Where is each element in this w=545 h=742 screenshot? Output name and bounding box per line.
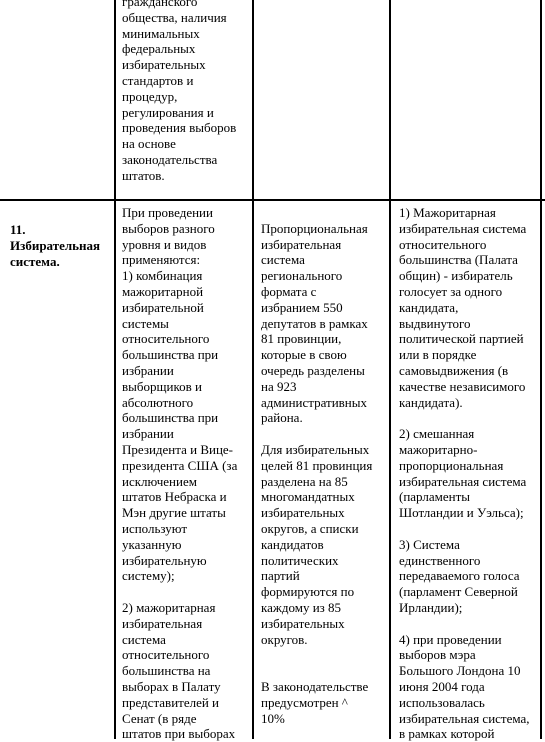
text-line: избирательных <box>122 57 206 73</box>
text-line: исключением <box>122 473 197 489</box>
text-line: качестве независимого <box>399 378 526 394</box>
text-line: избирательная система <box>399 220 527 236</box>
text-line: общин) - избиратель <box>399 268 513 284</box>
text-line: используют <box>122 520 188 536</box>
text-line: многомандатных <box>261 489 355 505</box>
blank-line <box>261 663 372 679</box>
text-line: депутатов в рамках <box>261 315 368 331</box>
text-line: Шотландии и Уэльса); <box>399 505 524 521</box>
text-line: При проведении <box>122 205 213 220</box>
text-line: предусмотрен ^ <box>261 694 348 710</box>
blank-line <box>261 647 372 663</box>
text-line: партий <box>261 568 300 584</box>
text-line: Большого Лондона 10 <box>399 663 521 679</box>
text-line: на 923 <box>261 378 297 394</box>
text-line: избирательная <box>261 236 342 252</box>
text-line: кандидата). <box>399 394 463 410</box>
text-line: целей 81 провинция <box>261 457 373 473</box>
text-line: Мэн другие штаты <box>122 505 226 521</box>
text-line: выборщиков и <box>122 378 202 394</box>
row11-title <box>10 222 100 269</box>
text-line: формата с <box>261 283 317 299</box>
text-line: политических <box>261 552 339 568</box>
row11-uk-text <box>399 205 530 742</box>
text-line: избирательная система, <box>399 710 530 726</box>
blank-line <box>261 426 372 442</box>
text-line: мажоритарной <box>122 283 204 299</box>
text-line: (парламент Северной <box>399 584 518 600</box>
text-line: использовалась <box>399 694 485 710</box>
text-line: общества, наличия <box>122 9 227 25</box>
text-line: большинства при <box>122 347 219 363</box>
table-border-right <box>540 0 542 739</box>
text-line: района. <box>261 410 303 426</box>
text-line: кандидатов <box>261 536 324 552</box>
text-line: разделена на 85 <box>261 473 348 489</box>
text-line: (парламенты <box>399 489 471 505</box>
text-line: абсолютного <box>122 394 194 410</box>
text-line: Избирательная <box>10 237 101 253</box>
text-line: относительного <box>399 236 487 252</box>
text-line: июня 2004 года <box>399 678 485 694</box>
text-line: система. <box>10 253 60 269</box>
text-line: выборах в Палату <box>122 678 221 694</box>
text-line: регулирования и <box>122 104 214 120</box>
text-line: большинства (Палата <box>399 252 518 268</box>
text-line: передаваемого голоса <box>399 568 520 584</box>
text-line: 2) мажоритарная <box>122 599 216 615</box>
text-line: уровня и видов <box>122 236 207 252</box>
text-line: пропорциональная <box>399 457 504 473</box>
text-line: гражданского <box>122 0 198 9</box>
text-line: Президента и Вице- <box>122 441 234 457</box>
text-line: процедур, <box>122 88 178 104</box>
table-border-left-col2 <box>114 0 116 739</box>
text-line: относительного <box>122 331 210 347</box>
text-line: избрании <box>122 426 174 442</box>
text-line: избирательная <box>122 615 203 631</box>
text-line: стандартов и <box>122 72 194 88</box>
text-line: системы <box>122 315 169 331</box>
text-line: которые в свою <box>261 347 347 363</box>
text-line: 1) Мажоритарная <box>399 205 496 220</box>
text-line: очередь разделены <box>261 362 365 378</box>
text-line: каждому из 85 <box>261 599 342 615</box>
text-line: законодательства <box>122 151 218 167</box>
text-line: штатов. <box>122 167 165 183</box>
text-line: избирательных <box>261 615 345 631</box>
row-divider <box>0 199 545 201</box>
text-line: относительного <box>122 647 210 663</box>
text-line: избирательная система <box>399 473 527 489</box>
text-line: политической партией <box>399 331 524 347</box>
text-line: избранием 550 <box>261 299 343 315</box>
text-line: систему); <box>122 568 175 584</box>
text-line: самовыдвижения (в <box>399 362 509 378</box>
row11-usa-text <box>122 205 237 742</box>
text-line: голосует за одного <box>399 283 503 299</box>
text-line: округов, а списки <box>261 520 359 536</box>
text-line: мажоритарно- <box>399 441 478 457</box>
text-line: Пропорциональная <box>261 220 368 236</box>
blank-line <box>399 410 530 426</box>
row11-indonesia-text <box>261 205 372 726</box>
blank-line <box>399 521 530 537</box>
text-line: избирательную <box>122 552 207 568</box>
text-line: штатов при выборах <box>122 726 236 742</box>
text-line: представителей и <box>122 694 220 710</box>
top-row-col2-text <box>122 0 236 184</box>
text-line: президента США (за <box>122 457 238 473</box>
text-line: система <box>122 631 166 647</box>
text-line: Ирландии); <box>399 599 463 615</box>
text-line: 81 провинции, <box>261 331 342 347</box>
text-line: выдвинутого <box>399 315 471 331</box>
text-line: кандидата, <box>399 299 459 315</box>
text-line: 2) смешанная <box>399 426 475 442</box>
text-line: выборов разного <box>122 220 215 236</box>
text-line: федеральных <box>122 41 196 57</box>
text-line: 11. <box>10 222 26 237</box>
text-line: регионального <box>261 268 343 284</box>
text-line: 10% <box>261 710 285 726</box>
text-line: на основе <box>122 136 176 152</box>
blank-line <box>122 584 237 600</box>
blank-line <box>261 205 372 221</box>
text-line: в рамках которой <box>399 726 495 742</box>
text-line: единственного <box>399 552 481 568</box>
text-line: Для избирательных <box>261 441 370 457</box>
text-line: округов. <box>261 631 308 647</box>
text-line: указанную <box>122 536 182 552</box>
text-line: минимальных <box>122 25 200 41</box>
text-line: формируются по <box>261 584 355 600</box>
text-line: большинства на <box>122 663 211 679</box>
text-line: штатов Небраска и <box>122 489 227 505</box>
text-line: избрании <box>122 362 174 378</box>
table-border-left-col3 <box>252 0 254 739</box>
text-line: или в порядке <box>399 347 477 363</box>
text-line: проведения выборов <box>122 120 237 136</box>
text-line: избирательных <box>261 505 345 521</box>
text-line: 1) комбинация <box>122 268 203 284</box>
text-line: 3) Система <box>399 536 460 552</box>
blank-line <box>399 616 530 632</box>
text-line: Сенат (в ряде <box>122 710 197 726</box>
text-line: избирательной <box>122 299 204 315</box>
text-line: В законодательстве <box>261 678 369 694</box>
table-border-left-col4 <box>389 0 391 739</box>
text-line: административных <box>261 394 367 410</box>
text-line: выборов мэра <box>399 647 476 663</box>
text-line: 4) при проведении <box>399 631 502 647</box>
text-line: система <box>261 252 305 268</box>
text-line: большинства при <box>122 410 219 426</box>
text-line: применяются: <box>122 252 201 268</box>
